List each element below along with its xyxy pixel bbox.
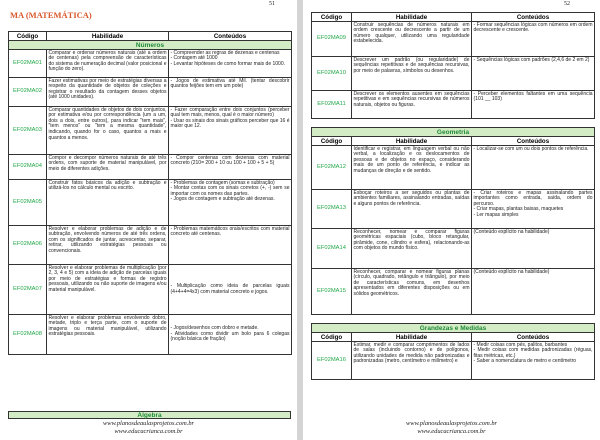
row-skill: Construir fatos básicos da adição e subtração e utilizá-los no cálculo mental ou escrito. <box>47 180 169 226</box>
table-header-row <box>312 137 595 146</box>
spacer-cell <box>312 119 595 128</box>
section-row-measures <box>312 324 595 333</box>
section-label: Grandezas e Medidas <box>312 324 595 333</box>
table-row <box>312 146 595 190</box>
row-skill: Identificar e registrar, em linguagem verbal ou não verbal, a localização e os deslocamentos de pessoas e de objetos no espaço, considerando mais de um ponto de referência, e indicar as mudanças de direção e de sentido. <box>352 146 472 190</box>
row-content: - Localizar-se com um ou dois pontos de referência. <box>472 146 595 190</box>
table-header-row <box>9 32 292 41</box>
left-page <box>0 0 297 440</box>
row-code: EF02MA16 <box>312 342 352 380</box>
header-content: Conteúdos <box>472 333 595 342</box>
row-content: - Jogos de estimativa até Mil. (tentar descobrir quantos feijões tem em um pote) <box>169 78 292 107</box>
header-code: Código <box>312 333 352 342</box>
row-skill: Resolver e elaborar problemas envolvendo dobro, metade, triplo e terça parte, com o suporte de imagens ou material manipulável, utilizando estratégias pessoais. <box>47 315 169 355</box>
row-code: EF02MA10 <box>312 57 352 91</box>
spacer-cell <box>312 315 595 324</box>
row-content: - Compreender as regras de dezenas e centenas - Contagem até 1000 - Levantar hipóteses de como formar mais de 1000. <box>169 50 292 78</box>
row-skill: Descrever um padrão (ou regularidade) de sequências repetitivas e de sequências recursivas, por meio de palavras, símbolos ou desenhos. <box>352 57 472 91</box>
page-number-left: 51 <box>269 1 275 7</box>
table-row <box>9 315 292 355</box>
footer-url-2[interactable]: www.educacrianca.com.br <box>417 428 486 435</box>
row-content: (Conteúdo explícito na habilidade) <box>472 229 595 269</box>
footer-url-1[interactable]: www.planosdeaulasprojetos.com.br <box>405 420 498 427</box>
row-skill: Descrever os elementos ausentes em sequências repetitivas e em sequências recursivas de números naturais, objetos ou figuras. <box>352 91 472 119</box>
row-content: - Sequências lógicas com padrões (2,4,6 de 2 em 2) <box>472 57 595 91</box>
row-skill: Estimar, medir e comparar comprimentos de lados de salas (incluindo contorno) e de polígonos, utilizando unidades de medida não padronizadas e padronizadas (metro, centímetro e milímetro) e <box>352 342 472 380</box>
header-content: Conteúdos <box>472 137 595 146</box>
row-content: - Jogos/desenhos com dobro e metade. - Atividades como dividir um bolo para 6 colegas (noção básica de fração) <box>169 315 292 355</box>
row-skill: Reconhecer, nomear e comparar figuras geométricas espaciais (cubo, bloco retangular, pirâmide, cone, cilindro e esfera), relacionando-as com objetos do mundo físico. <box>352 229 472 269</box>
section-row-geometry <box>312 128 595 137</box>
header-code: Código <box>312 13 352 22</box>
table-spacer <box>312 315 595 324</box>
row-skill: Fazer estimativas por meio de estratégias diversas a respeito da quantidade de objetos de coleções e registrar o resultado da contagem desses objetos (até 1000 unidades). <box>47 78 169 107</box>
section-row-numbers <box>9 41 292 50</box>
row-code: EF02MA13 <box>312 190 352 229</box>
row-skill: Resolver e elaborar problemas de multiplicação (por 2, 3, 4 e 5) com a ideia de adição de parcelas iguais por meio de estratégias e formas de registro pessoais, utilizando ou não suporte de imagens e/ou material manipulável. <box>47 265 169 315</box>
header-skill: Habilidade <box>47 32 169 41</box>
footer-url-2[interactable]: www.educacrianca.com.br <box>114 428 183 435</box>
row-content: - Medir coisas com pés, palitos, barbantes - Medir coisas com medidas padronizadas (réguas, fitas métricas, etc.) - Saber a nomenclatura de metro e centímetro <box>472 342 595 380</box>
table-row <box>312 57 595 91</box>
table-row <box>312 269 595 315</box>
header-skill: Habilidade <box>352 137 472 146</box>
skills-table-left <box>8 31 292 355</box>
header-content: Conteúdos <box>472 13 595 22</box>
table-row <box>9 107 292 155</box>
row-skill: Compor e decompor números naturais de até três ordens, com suporte de material manipulável, por meio de diferentes adições. <box>47 155 169 180</box>
row-code: EF02MA07 <box>9 265 47 315</box>
row-skill: Esboçar roteiros a ser seguidos ou plantas de ambientes familiares, assinalando entradas, saídas e alguns pontos de referência. <box>352 190 472 229</box>
row-content: - Multiplicação como ideia de parcelas iguais (4+4+4=4x3) com material concreto e jogos. <box>169 265 292 315</box>
table-spacer <box>312 119 595 128</box>
right-page <box>303 0 600 440</box>
table-row <box>312 342 595 380</box>
row-code: EF02MA03 <box>9 107 47 155</box>
row-skill: Reconhecer, comparar e nomear figuras planas (círculo, quadrado, retângulo e triângulo), por meio de características comuns, em desenhos apresentados em diferentes disposições ou em sólidos geométricos. <box>352 269 472 315</box>
table-row <box>9 50 292 78</box>
row-content: - Formar sequências lógicas com números em ordem decrescente e crescente. <box>472 22 595 57</box>
row-code: EF02MA14 <box>312 229 352 269</box>
section-label: Números <box>9 41 292 50</box>
table-row <box>312 91 595 119</box>
row-skill: Construir sequências de números naturais em ordem crescente ou decrescente a partir de um número qualquer, utilizando uma regularidade estabelecida. <box>352 22 472 57</box>
header-skill: Habilidade <box>352 333 472 342</box>
table-row <box>312 229 595 269</box>
document-title: MA (MATEMÁTICA) <box>10 10 92 20</box>
row-skill: Comparar e ordenar números naturais (até a ordem de centenas) pela compreensão de características do sistema de numeração decimal (valor posicional e função do zero). <box>47 50 169 78</box>
table-row <box>9 155 292 180</box>
table-row <box>312 22 595 57</box>
row-content: (Conteúdo explícito na habilidade) <box>472 269 595 315</box>
row-code: EF02MA02 <box>9 78 47 107</box>
footer-url-1[interactable]: www.planosdeaulasprojetos.com.br <box>102 420 195 427</box>
table-row <box>9 226 292 265</box>
row-code: EF02MA08 <box>9 315 47 355</box>
row-content: - Compor centenas com dezenas com material concreto (210= 200 + 10 ou 100 + 100 + 5 + 5) <box>169 155 292 180</box>
table-header-row <box>312 333 595 342</box>
row-code: EF02MA05 <box>9 180 47 226</box>
page-number-right: 52 <box>564 1 570 7</box>
row-skill: Comparar quantidades de objetos de dois conjuntos, por estimativa e/ou por correspondência (um a um, dois a dois, entre outros), para indicar "tem mais", "tem menos" ou "tem a mesma quantidade", indicando, quando for o caso, quantos a mais e quantos a menos. <box>47 107 169 155</box>
row-code: EF02MA09 <box>312 22 352 57</box>
row-code: EF02MA06 <box>9 226 47 265</box>
row-content: - Perceber elementos faltantes em uma sequência (101 __ 103) <box>472 91 595 119</box>
header-content: Conteúdos <box>169 32 292 41</box>
header-code: Código <box>9 32 47 41</box>
row-skill: Resolver e elaborar problemas de adição e de subtração, envolvendo números de até três ordens, com os significados de juntar, acrescentar, separar, retirar, utilizando estratégias pessoais ou convencionais. <box>47 226 169 265</box>
table-row <box>312 190 595 229</box>
row-content: - Fazer comparação entre dois conjuntos (perceber qual tem mais, menos, qual é o maior número) - Usar os sinais dos sinais gráficos perceber que 16 é maior que 12. <box>169 107 292 155</box>
section-label: Geometria <box>312 128 595 137</box>
skills-table-right <box>311 12 595 380</box>
row-code: EF02MA01 <box>9 50 47 78</box>
header-code: Código <box>312 137 352 146</box>
header-skill: Habilidade <box>352 13 472 22</box>
table-row <box>9 78 292 107</box>
table-row <box>9 265 292 315</box>
row-code: EF02MA15 <box>312 269 352 315</box>
row-content: - Problemas matemáticos orais/escritos com material concreto até centenas. <box>169 226 292 265</box>
row-code: EF02MA12 <box>312 146 352 190</box>
table-header-row <box>312 13 595 22</box>
row-content: - Criar roteiros e mapas assinalando partes importantes como entrada, saída, ordem do percurso. - Criar mapas, plantas baixas, maquetes - Ler mapas simples <box>472 190 595 229</box>
row-code: EF02MA11 <box>312 91 352 119</box>
table-row <box>9 180 292 226</box>
row-code: EF02MA04 <box>9 155 47 180</box>
row-content: - Problemas de contagem (somas e subtração) - Montar contas com os sinais corretos (+, -) sem se importar com os nomes das partes. - Jogos de contagem e subtração até dezenas. <box>169 180 292 226</box>
section-row-algebra: Álgebra <box>8 411 291 419</box>
